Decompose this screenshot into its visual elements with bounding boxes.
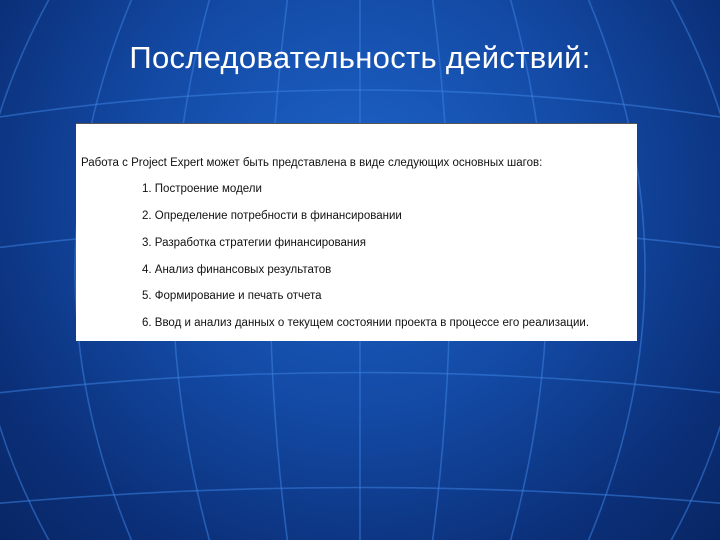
step-item: 4. Анализ финансовых результатов [142,264,332,276]
slide-title: Последовательность действий: [129,40,591,75]
step-item: 5. Формирование и печать отчета [142,290,322,302]
step-item: 3. Разработка стратегии финансирования [142,237,366,249]
content-panel [76,123,637,341]
intro-text: Работа с Project Expert может быть представлена в виде следующих основных шагов: [81,157,543,169]
step-item: 1. Построение модели [142,183,262,195]
step-item: 6. Ввод и анализ данных о текущем состоянии проекта в процессе его реализации. [142,317,590,329]
step-item: 2. Определение потребности в финансировании [142,210,402,222]
